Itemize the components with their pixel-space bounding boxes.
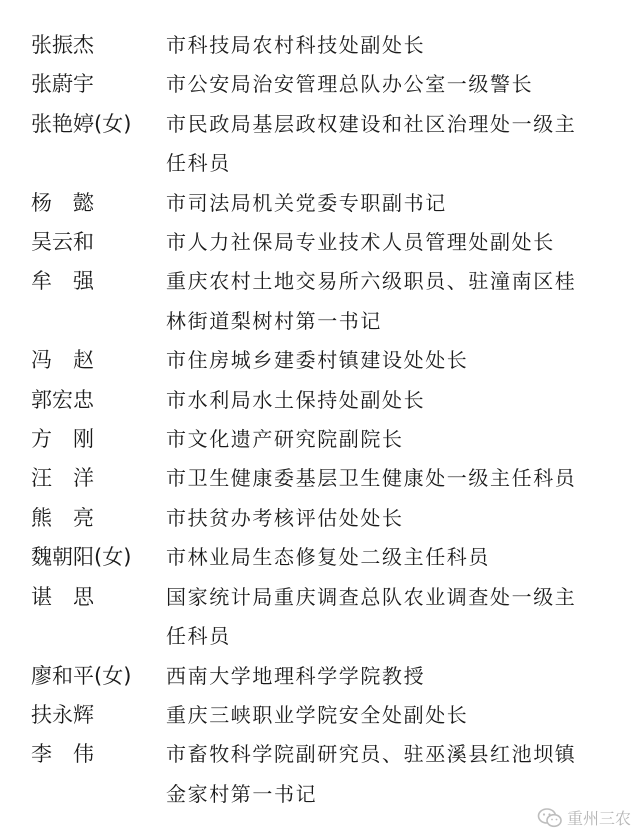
- list-item: [0, 381, 643, 420]
- person-title: 市畜牧科学院副研究员、驻巫溪县红池坝镇金家村第一书记: [166, 742, 577, 806]
- list-item: [0, 735, 643, 814]
- list-item: [0, 341, 643, 380]
- person-name: 汪 洋: [31, 466, 94, 491]
- person-name: 熊 亮: [31, 505, 94, 530]
- list-item: [0, 538, 643, 577]
- person-title: 重庆三峡职业学院安全处副处长: [166, 702, 469, 727]
- person-title: 市公安局治安管理总队办公室一级警长: [166, 72, 534, 97]
- list-item: [0, 65, 643, 104]
- person-title: 市民政局基层政权建设和社区治理处一级主任科员: [166, 111, 577, 176]
- person-name: 牟 强: [31, 269, 94, 294]
- person-title: 市水利局水土保持处副处长: [166, 387, 426, 412]
- wechat-icon: [537, 807, 563, 829]
- person-name: 吴云和: [31, 230, 94, 255]
- person-title: 市林业局生态修复处二级主任科员: [166, 545, 490, 570]
- list-item: [0, 499, 643, 538]
- person-name: 李 伟: [31, 742, 94, 767]
- list-item: [0, 578, 643, 657]
- list-item: [0, 223, 643, 262]
- person-title: 重庆农村土地交易所六级职员、驻潼南区桂林街道梨树村第一书记: [166, 269, 577, 333]
- list-item: [0, 105, 643, 184]
- list-item: [0, 26, 643, 65]
- person-title: 市司法局机关党委专职副书记: [166, 190, 447, 215]
- person-title: 市科技局农村科技处副处长: [166, 33, 426, 57]
- list-item: [0, 657, 643, 696]
- person-title: 西南大学地理科学学院教授: [166, 663, 426, 688]
- person-title: 市人力社保局专业技术人员管理处副处长: [166, 230, 555, 255]
- person-name: 张蔚宇: [31, 72, 94, 97]
- list-item: [0, 696, 643, 735]
- list-item: [0, 420, 643, 459]
- list-item: [0, 184, 643, 223]
- person-name: 方 刚: [31, 427, 94, 452]
- person-name: 张艳婷(女): [31, 111, 132, 136]
- person-name: 扶永辉: [31, 702, 94, 727]
- person-title: 市卫生健康委基层卫生健康处一级主任科员: [166, 466, 577, 491]
- person-title: 市文化遗产研究院副院长: [166, 427, 404, 452]
- person-name: 冯 赵: [31, 348, 94, 373]
- person-name: 魏朝阳(女): [31, 545, 132, 570]
- person-name: 郭宏忠: [31, 387, 94, 412]
- list-item: [0, 262, 643, 341]
- person-title: 市扶贫办考核评估处处长: [166, 505, 404, 530]
- list-item: [0, 459, 643, 498]
- person-title: 国家统计局重庆调查总队农业调查处一级主任科员: [166, 584, 577, 649]
- person-name: 杨 懿: [31, 190, 94, 215]
- watermark-text: 重州三农: [566, 809, 631, 828]
- person-name: 张振杰: [31, 33, 94, 57]
- appointment-list: [0, 26, 643, 814]
- watermark: [537, 806, 631, 829]
- person-name: 廖和平(女): [31, 663, 132, 688]
- person-title: 市住房城乡建委村镇建设处处长: [166, 348, 469, 373]
- person-name: 谌 思: [31, 584, 94, 609]
